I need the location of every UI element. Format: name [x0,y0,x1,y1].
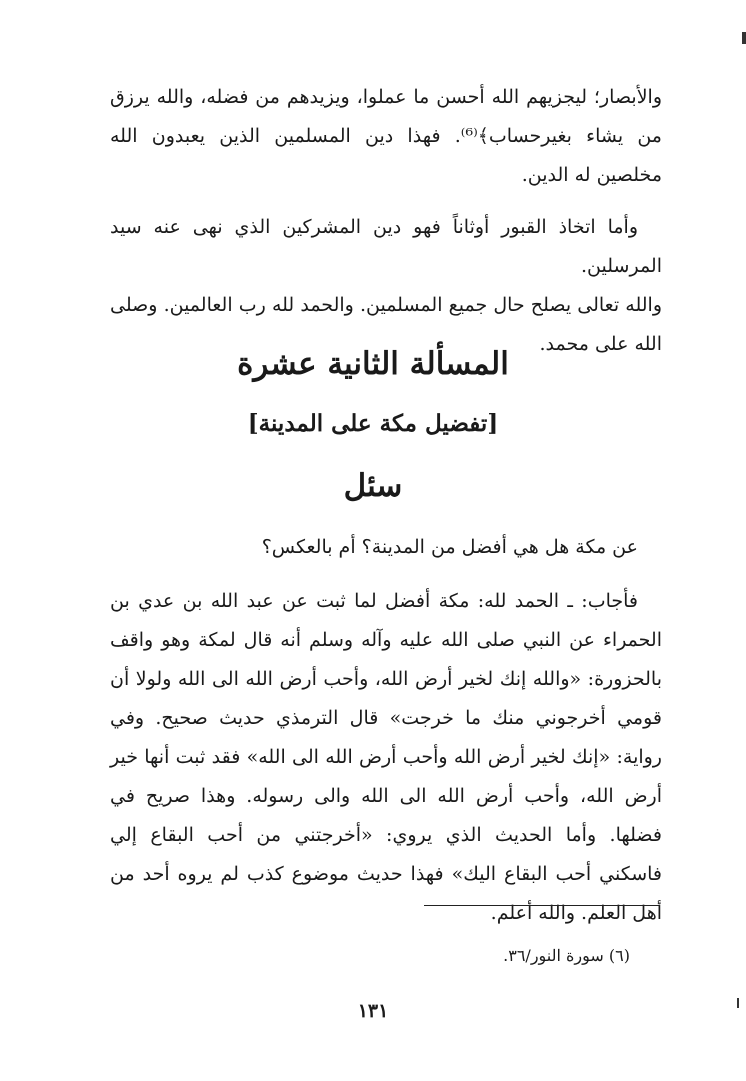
footnote: (٦) سورة النور/٣٦. [503,946,630,965]
scan-edge-mark-bottom [737,998,739,1008]
answer-block [110,582,662,933]
intro-paragraph-block [110,78,662,195]
scan-edge-mark-top [742,32,746,44]
question-text: عن مكة هل هي أفضل من المدينة؟ أم بالعكس؟ [261,536,638,558]
answer-text: فأجاب: ـ الحمد لله: مكة أفضل لما ثبت عن عبد الله بن عدي بن الحمراء عن النبي صلى الله عليه وآله وسلم أنه قال لمكة وهو واقف بالحزورة: «والله إنك لخير أرض الله، وأحب أرض الله الى الله ولولا أن قومي أخرجوني منك ما خرجت» قال الترمذي حديث صحيح. وفي رواية: «إنك لخير أرض الله وأحب أرض الله الى الله» فقد ثبت أنها خير أرض الله، وأحب أرض الله الى الله والى رسوله. وهذا صريح في فضلها. وأما الحديث الذي يروي: «أخرجتني من أحب البقاع إلي فاسكني أحب البقاع اليك» فهذا حديث موضوع كذب لم يروه أحد من أهل العلم. والله أعلم. [110,590,662,924]
section-subtitle: [تفضيل مكة على المدينة] [247,410,499,437]
asked-label: سئل [343,468,403,504]
closing-paragraph-block [110,208,662,364]
footnote-divider [424,905,660,906]
section-title: المسألة الثانية عشرة [237,346,509,382]
intro-paragraph: والأبصار؛ ليجزيهم الله أحسن ما عملوا، ويزيدهم من فضله، والله يرزق من يشاء بغيرحساب﴾⁽⁶⁾. فهذا دين المسلمين الذين يعبدون الله مخلصين له الدين. [110,86,662,186]
closing-paragraph-line2: والله تعالى يصلح حال جميع المسلمين. والحمد لله رب العالمين. وصلى الله على محمد. [110,294,662,355]
question-block [110,528,662,567]
page-number: ١٣١ [357,1000,389,1022]
closing-paragraph-line1: وأما اتخاذ القبور أوثاناً فهو دين المشركين الذي نهى عنه سيد المرسلين. [110,216,662,277]
